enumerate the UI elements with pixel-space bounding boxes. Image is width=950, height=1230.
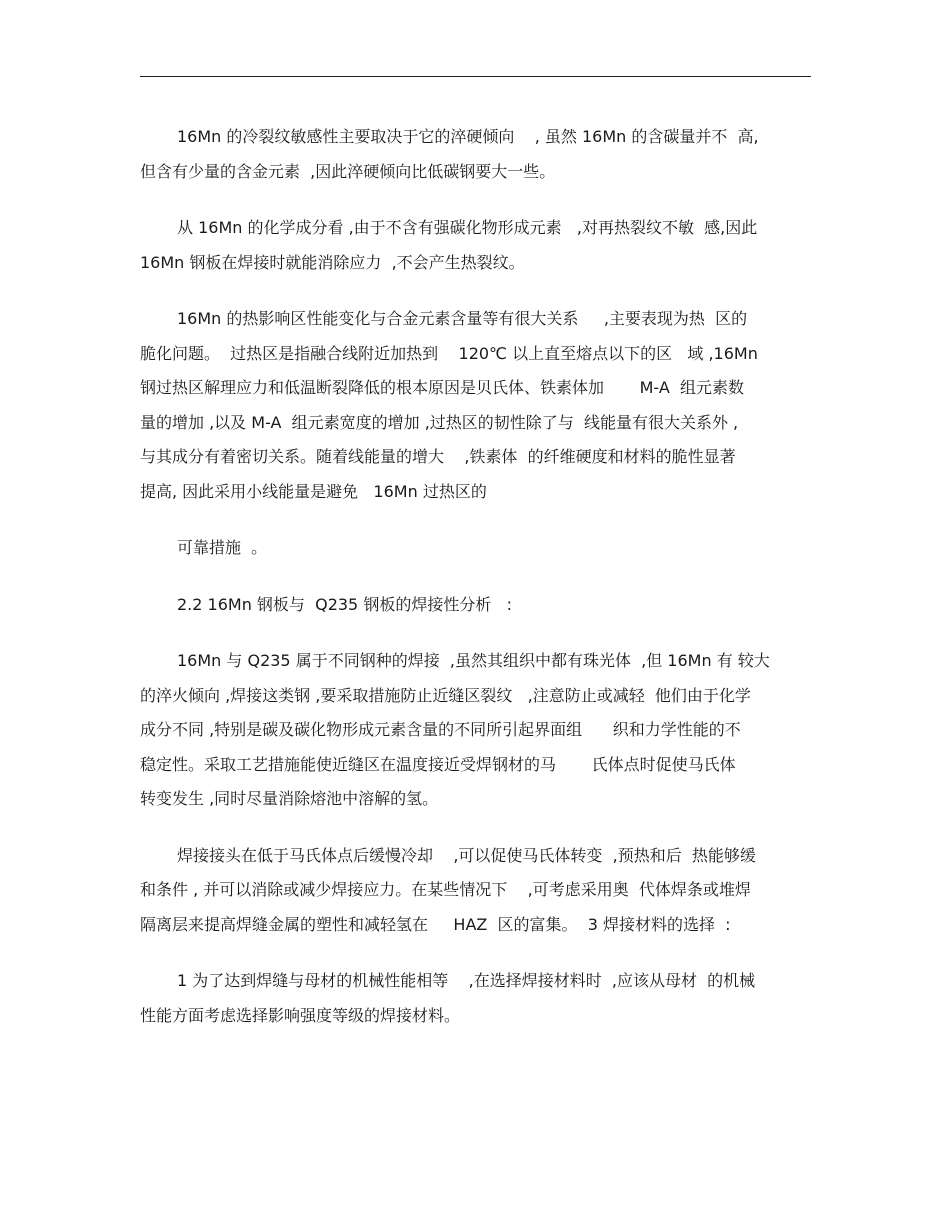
text-line: 2.2 16Mn 钢板与 Q235 钢板的焊接性分析 :	[177, 594, 512, 614]
text-line: 16Mn 的冷裂纹敏感性主要取决于它的淬硬倾向 , 虽然 16Mn 的含碳量并不 高,	[177, 127, 759, 146]
text-line: 可靠措施 。	[177, 538, 268, 557]
text-line: 16Mn 的热影响区性能变化与合金元素含量等有很大关系 ,主要表现为热 区的	[177, 309, 748, 328]
text-line: 成分不同 ,特别是碳及碳化物形成元素含量的不同所引起界面组 织和力学性能的不	[140, 720, 741, 739]
paragraph-slow-cooling	[140, 839, 811, 943]
text-line: 性能方面考虑选择影响强度等级的焊接材料。	[140, 1005, 461, 1025]
text-line: 量的增加 ,以及 M-A 组元素宽度的增加 ,过热区的韧性除了与 线能量有很大关系外 ,	[140, 412, 739, 432]
paragraph-reliable-measures	[140, 531, 811, 566]
text-line: 隔离层来提高焊缝金属的塑性和减轻氢在 HAZ 区的富集。 3 焊接材料的选择 :	[140, 914, 731, 934]
text-line: 16Mn 与 Q235 属于不同钢种的焊接 ,虽然其组织中都有珠光体 ,但 16Mn 有 较大	[177, 651, 770, 670]
text-line: 与其成分有着密切关系。随着线能量的增大 ,铁素体 的纤维硬度和材料的脆性显著	[140, 447, 736, 466]
paragraph-dissimilar-steel	[140, 644, 811, 817]
text-line: 的淬火倾向 ,焊接这类钢 ,要采取措施防止近缝区裂纹 ,注意防止或减轻 他们由于化学	[140, 685, 751, 705]
text-line: 焊接接头在低于马氏体点后缓慢冷却 ,可以促使马氏体转变 ,预热和后 热能够缓	[177, 845, 756, 865]
paragraph-cold-crack	[140, 120, 811, 189]
header-rule	[140, 76, 811, 77]
text-line: 16Mn 钢板在焊接时就能消除应力 ,不会产生热裂纹。	[140, 252, 525, 272]
paragraph-material-selection	[140, 964, 811, 1033]
paragraph-heat-affected-zone	[140, 302, 811, 509]
text-line: 从 16Mn 的化学成分看 ,由于不含有强碳化物形成元素 ,对再热裂纹不敏 感,因此	[177, 218, 758, 237]
section-heading-2-2	[140, 588, 811, 623]
text-line: 和条件 , 并可以消除或减少焊接应力。在某些情况下 ,可考虑采用奥 代体焊条或堆焊	[140, 880, 751, 899]
document-body	[140, 120, 811, 1055]
text-line: 转变发生 ,同时尽量消除熔池中溶解的氢。	[140, 789, 439, 808]
text-line: 脆化问题。 过热区是指融合线附近加热到 120℃ 以上直至熔点以下的区 域 ,16Mn	[140, 343, 758, 363]
text-line: 1 为了达到焊缝与母材的机械性能相等 ,在选择焊接材料时 ,应该从母材 的机械	[177, 971, 756, 990]
text-line: 稳定性。采取工艺措施能使近缝区在温度接近受焊钢材的马 氏体点时促使马氏体	[140, 754, 736, 774]
text-line: 但含有少量的含金元素 ,因此淬硬倾向比低碳钢要大一些。	[140, 161, 556, 181]
text-line: 提高, 因此采用小线能量是避免 16Mn 过热区的	[140, 481, 487, 501]
text-line: 钢过热区解理应力和低温断裂降低的根本原因是贝氏体、铁素体加 M-A 组元素数	[140, 378, 744, 397]
paragraph-chemical-composition	[140, 211, 811, 280]
